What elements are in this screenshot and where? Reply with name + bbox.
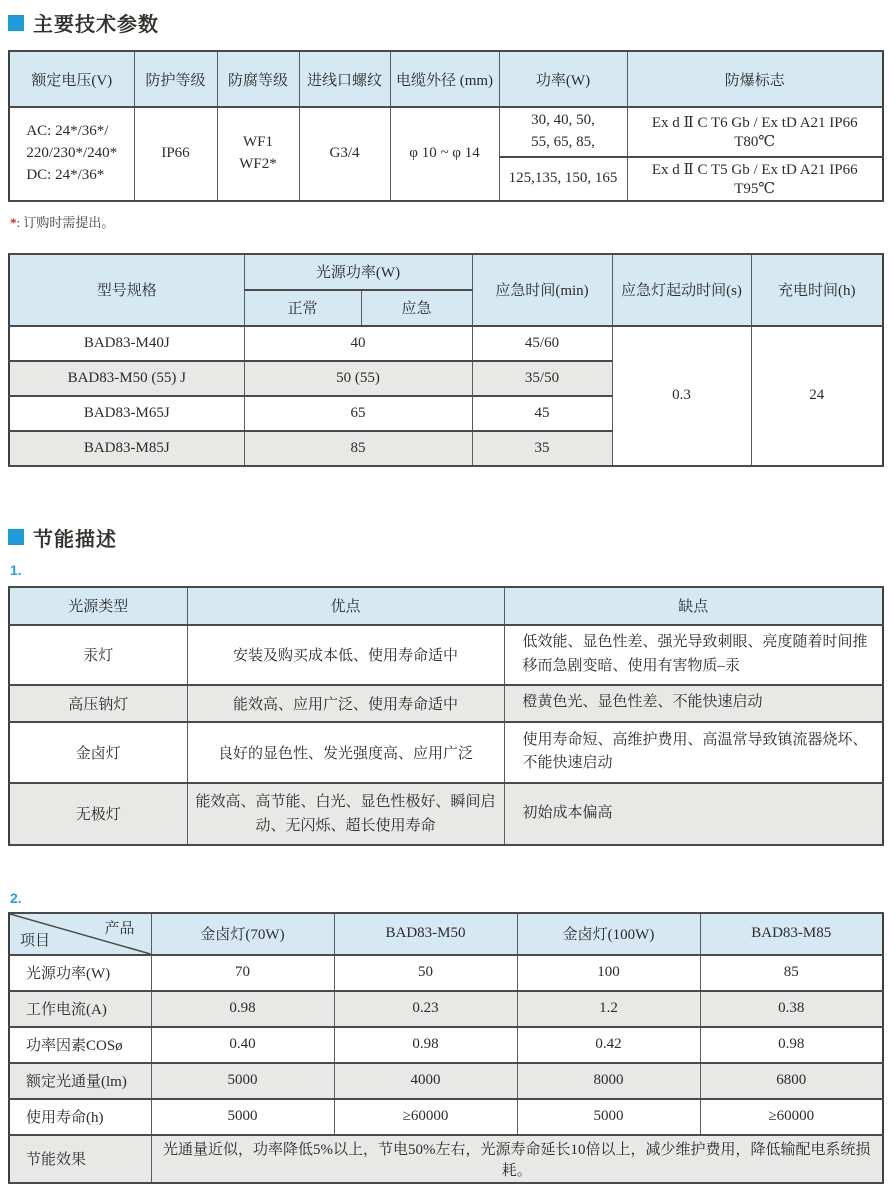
light-sources-table [8,586,884,846]
row-label: 工作电流(A) [9,991,151,1027]
power-cell: 40 [244,326,472,361]
source-type-cell: 无极灯 [9,783,187,845]
col-header-corrosion: 防腐等级 [217,51,299,107]
col-header-thread: 进线口螺纹 [299,51,390,107]
value-cell: 0.40 [151,1027,334,1063]
corner-label-product: 产品 [104,920,135,937]
diagonal-corner-cell [9,913,151,955]
model-cell: BAD83-M40J [9,326,244,361]
value-cell: 0.38 [700,991,883,1027]
value-cell: 5000 [151,1063,334,1099]
em-time-cell: 45 [472,396,612,431]
power-line: 30, 40, 50, [531,112,595,128]
section-title: 主要技术参数 [33,14,159,36]
value-cell: 5000 [517,1099,700,1135]
col-header-mh100: 金卤灯(100W) [517,913,700,955]
col-header-em-time: 应急时间(min) [472,254,612,326]
cons-cell: 低效能、显色性差、强光导致刺眼、亮度随着时间推移而急剧变暗、使用有害物质–汞 [504,625,883,685]
value-cell: 5000 [151,1099,334,1135]
pros-cell: 能效高、应用广泛、使用寿命适中 [187,685,504,722]
value-cell: 70 [151,955,334,991]
corrosion-line: WF2* [239,155,277,172]
cable-od-cell: φ 10 ~ φ 14 [390,107,499,201]
power-line: 55, 65, 85, [531,133,595,150]
value-cell: 0.98 [700,1027,883,1063]
rated-voltage-cell [9,107,134,201]
ex-mark-cell: Ex d Ⅱ C T5 Gb / Ex tD A21 IP66 T95℃ [627,157,883,201]
source-type-cell: 汞灯 [9,625,187,685]
model-cell: BAD83-M85J [9,431,244,466]
section-header-main-params [8,8,882,37]
cons-cell: 初始成本偏高 [504,783,883,845]
voltage-line: 220/230*/240* [26,144,118,161]
value-cell: 0.42 [517,1027,700,1063]
value-cell: 8000 [517,1063,700,1099]
col-header-emergency: 应急 [361,290,472,326]
value-cell: 50 [334,955,517,991]
pros-cell: 良好的显色性、发光强度高、应用广泛 [187,722,504,783]
source-type-cell: 金卤灯 [9,722,187,783]
col-header-power: 功率(W) [499,51,627,107]
corrosion-cell [217,107,299,201]
row-label: 功率因素COSø [9,1027,151,1063]
cons-cell: 橙黄色光、显色性差、不能快速启动 [504,685,883,722]
col-header-pros: 优点 [187,587,504,625]
value-cell: 6800 [700,1063,883,1099]
models-table [8,253,884,467]
col-header-source-type: 光源类型 [9,587,187,625]
blue-square-bullet-icon [8,529,24,545]
value-cell: ≥60000 [334,1099,517,1135]
col-header-cable-od: 电缆外径 (mm) [390,51,499,107]
order-footnote [10,212,882,231]
row-label: 使用寿命(h) [9,1099,151,1135]
start-time-cell: 0.3 [612,326,751,466]
corner-label-item: 项目 [20,932,51,949]
cons-cell: 使用寿命短、高维护费用、高温常导致镇流器烧坏、不能快速启动 [504,722,883,783]
row-label: 额定光通量(lm) [9,1063,151,1099]
row-label: 节能效果 [9,1135,151,1183]
col-header-normal: 正常 [244,290,361,326]
ex-mark-cell: Ex d Ⅱ C T6 Gb / Ex tD A21 IP66 T80℃ [627,107,883,157]
list-number-2: 2. [10,889,22,906]
col-header-power-group: 光源功率(W) [244,254,472,290]
footnote-star: * [10,214,17,230]
footnote-text: : 订购时需提出。 [16,214,115,230]
em-time-cell: 35/50 [472,361,612,396]
col-header-bad83-m85: BAD83-M85 [700,913,883,955]
thread-cell: G3/4 [299,107,390,201]
model-cell: BAD83-M50 (55) J [9,361,244,396]
power-cell: 65 [244,396,472,431]
col-header-model: 型号规格 [9,254,244,326]
model-cell: BAD83-M65J [9,396,244,431]
value-cell: 1.2 [517,991,700,1027]
corrosion-line: WF1 [243,134,273,150]
blue-square-bullet-icon [8,15,24,31]
col-header-ip-rating: 防护等级 [134,51,217,107]
col-header-rated-voltage: 额定电压(V) [9,51,134,107]
value-cell: 100 [517,955,700,991]
col-header-ex-mark: 防爆标志 [627,51,883,107]
charge-time-cell: 24 [751,326,883,466]
ip-rating-cell: IP66 [134,107,217,201]
value-cell: 85 [700,955,883,991]
list-number-1: 1. [10,561,22,578]
value-cell: 4000 [334,1063,517,1099]
col-header-start-time: 应急灯起动时间(s) [612,254,751,326]
voltage-line: DC: 24*/36* [26,166,105,183]
em-time-cell: 35 [472,431,612,466]
power-cell [499,107,627,157]
pros-cell: 能效高、高节能、白光、显色性极好、瞬间启动、无闪烁、超长使用寿命 [187,783,504,845]
row-label: 光源功率(W) [9,955,151,991]
em-time-cell: 45/60 [472,326,612,361]
power-cell: 125,135, 150, 165 [499,157,627,201]
value-cell: 0.23 [334,991,517,1027]
section-title: 节能描述 [33,528,117,551]
col-header-mh70: 金卤灯(70W) [151,913,334,955]
value-cell: ≥60000 [700,1099,883,1135]
pros-cell: 安装及购买成本低、使用寿命适中 [187,625,504,685]
power-cell: 85 [244,431,472,466]
value-cell: 0.98 [334,1027,517,1063]
section-header-energy-saving [8,523,882,552]
source-type-cell: 高压钠灯 [9,685,187,722]
effect-text-cell: 光通量近似，功率降低5%以上，节电50%左右，光源寿命延长10倍以上，减少维护费用，降低输配电系统损耗。 [151,1135,883,1183]
params-table [8,50,884,202]
power-cell: 50 (55) [244,361,472,396]
value-cell: 0.98 [151,991,334,1027]
voltage-line: AC: 24*/36*/ [26,123,109,140]
col-header-cons: 缺点 [504,587,883,625]
col-header-bad83-m50: BAD83-M50 [334,913,517,955]
comparison-table [8,912,884,1184]
col-header-charge-time: 充电时间(h) [751,254,883,326]
